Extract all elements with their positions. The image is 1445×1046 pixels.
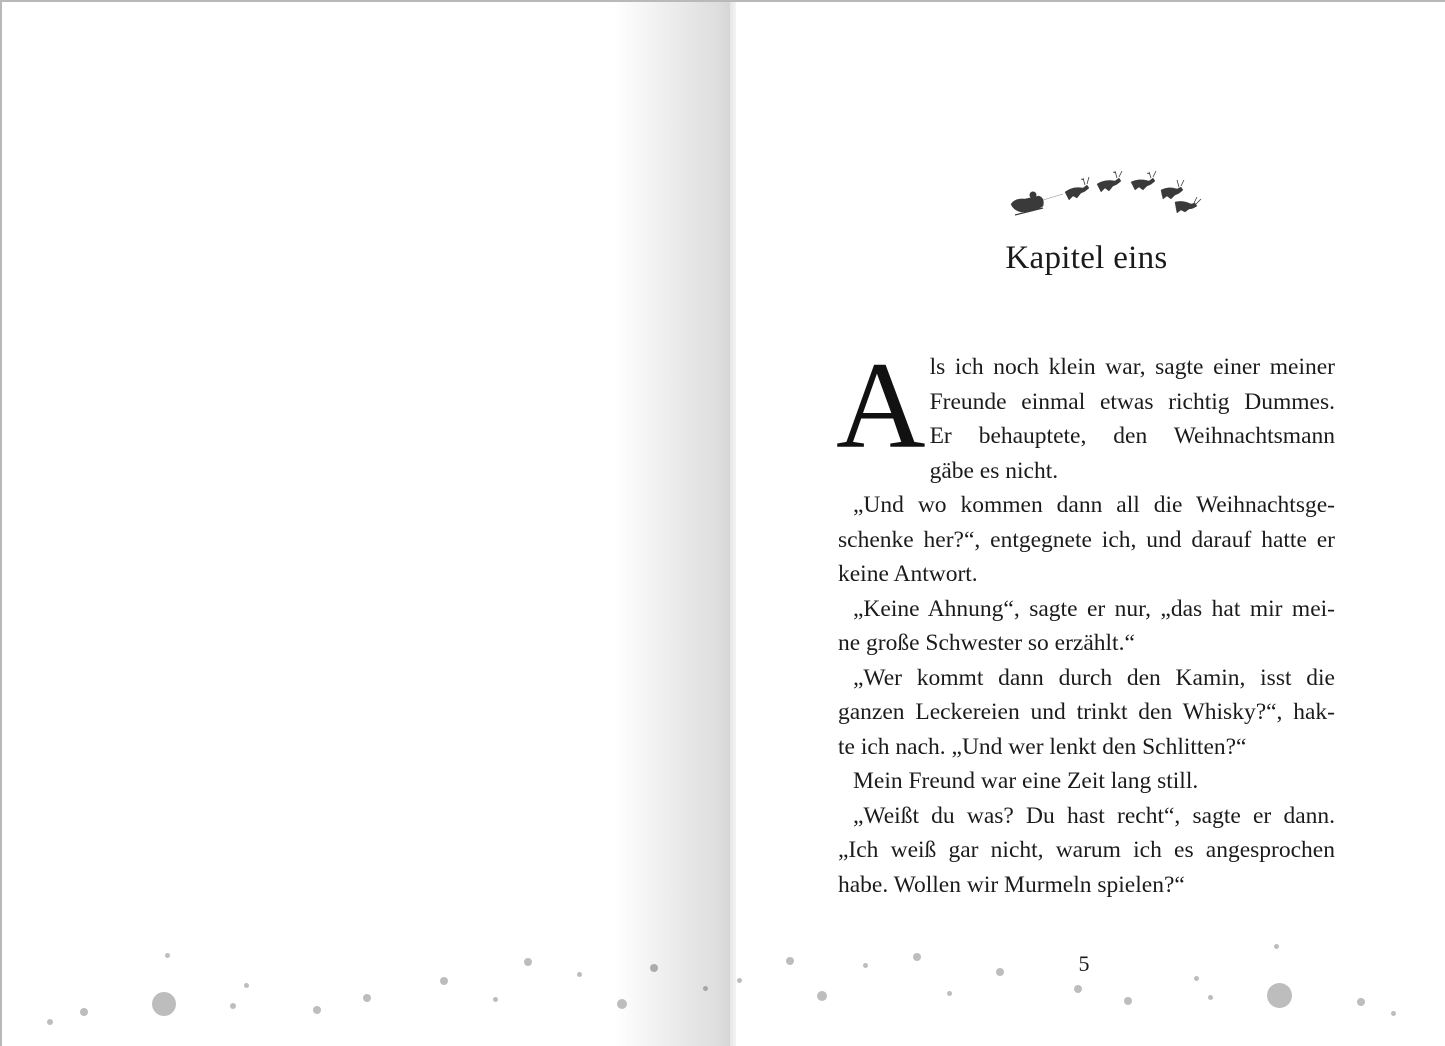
- snow-dot-icon: [165, 953, 170, 958]
- snow-dot-icon: [152, 992, 176, 1016]
- snow-dot-icon: [737, 978, 742, 983]
- text-line: ne große Schwester so erzählt.“: [838, 630, 1135, 656]
- left-page-blank: [2, 2, 730, 1046]
- snow-dot-icon: [947, 991, 952, 996]
- paragraph: [838, 764, 1335, 799]
- snow-dot-icon: [1267, 983, 1292, 1008]
- text-line: „Weißt du was? Du hast recht“, sagte er dann.: [853, 802, 1335, 829]
- snow-dot-icon: [244, 983, 249, 988]
- snow-dot-icon: [1124, 997, 1132, 1005]
- text-line: Freunde einmal etwas richtig Dummes.: [929, 388, 1335, 415]
- snow-dot-icon: [80, 1008, 88, 1016]
- text-line: Er behauptete, den Weihnachtsmann: [929, 423, 1335, 449]
- snow-dot-icon: [1074, 985, 1082, 993]
- snow-dot-icon: [1274, 944, 1279, 949]
- snow-dot-icon: [1208, 995, 1213, 1000]
- snow-dot-icon: [996, 968, 1004, 976]
- snow-dot-icon: [493, 997, 498, 1002]
- snow-dot-icon: [617, 999, 627, 1009]
- snow-dot-icon: [363, 994, 371, 1002]
- paragraph: [838, 592, 1335, 661]
- snow-dot-icon: [1357, 998, 1365, 1006]
- snow-dot-icon: [1194, 976, 1199, 981]
- text-line: „Und wo kommen dann all die Weihnachtsge-: [853, 492, 1335, 518]
- text-line: gäbe es nicht.: [929, 457, 1059, 484]
- santa-sleigh-icon: [1005, 168, 1205, 223]
- snow-dot-icon: [577, 972, 582, 977]
- snow-dot-icon: [913, 953, 921, 961]
- snow-dot-icon: [786, 957, 794, 965]
- snow-dot-icon: [47, 1019, 53, 1025]
- paragraph: [838, 799, 1335, 903]
- text-line: Mein Freund war eine Zeit lang still.: [853, 768, 1199, 794]
- text-line: ls ich noch klein war, sagte einer meiner: [929, 354, 1335, 380]
- text-line: „Keine Ahnung“, sagte er nur, „das hat mir mei-: [853, 595, 1335, 622]
- snow-dot-icon: [863, 963, 868, 968]
- text-line: ganzen Leckereien und trinkt den Whisky?“, hak-: [838, 699, 1335, 725]
- text-line: keine Antwort.: [838, 561, 978, 587]
- text-line: habe. Wollen wir Murmeln spielen?“: [838, 871, 1185, 898]
- text-line: schenke her?“, entgegnete ich, und darauf hatte er: [838, 526, 1335, 553]
- drop-cap: A: [836, 337, 926, 474]
- paragraph: [836, 337, 1335, 488]
- text-line: „Ich weiß gar nicht, warum ich es angesprochen: [838, 837, 1335, 863]
- text-line: te ich nach. „Und wer lenkt den Schlitten?“: [838, 733, 1247, 760]
- snow-dot-icon: [313, 1006, 321, 1014]
- text-line: „Wer kommt dann durch den Kamin, isst die: [853, 664, 1335, 691]
- snow-dot-icon: [230, 1003, 236, 1009]
- page-number: 5: [1078, 951, 1090, 976]
- paragraph: [838, 661, 1335, 765]
- snow-dot-icon: [650, 964, 658, 972]
- snow-dot-icon: [440, 977, 448, 985]
- chapter-body-text: [836, 337, 1335, 902]
- snow-dot-icon: [1391, 1011, 1396, 1016]
- paragraph: [838, 488, 1335, 592]
- snow-dot-icon: [703, 986, 708, 991]
- chapter-title: Kapitel eins: [1005, 240, 1168, 276]
- snow-dot-icon: [817, 991, 827, 1001]
- snow-dot-icon: [524, 958, 532, 966]
